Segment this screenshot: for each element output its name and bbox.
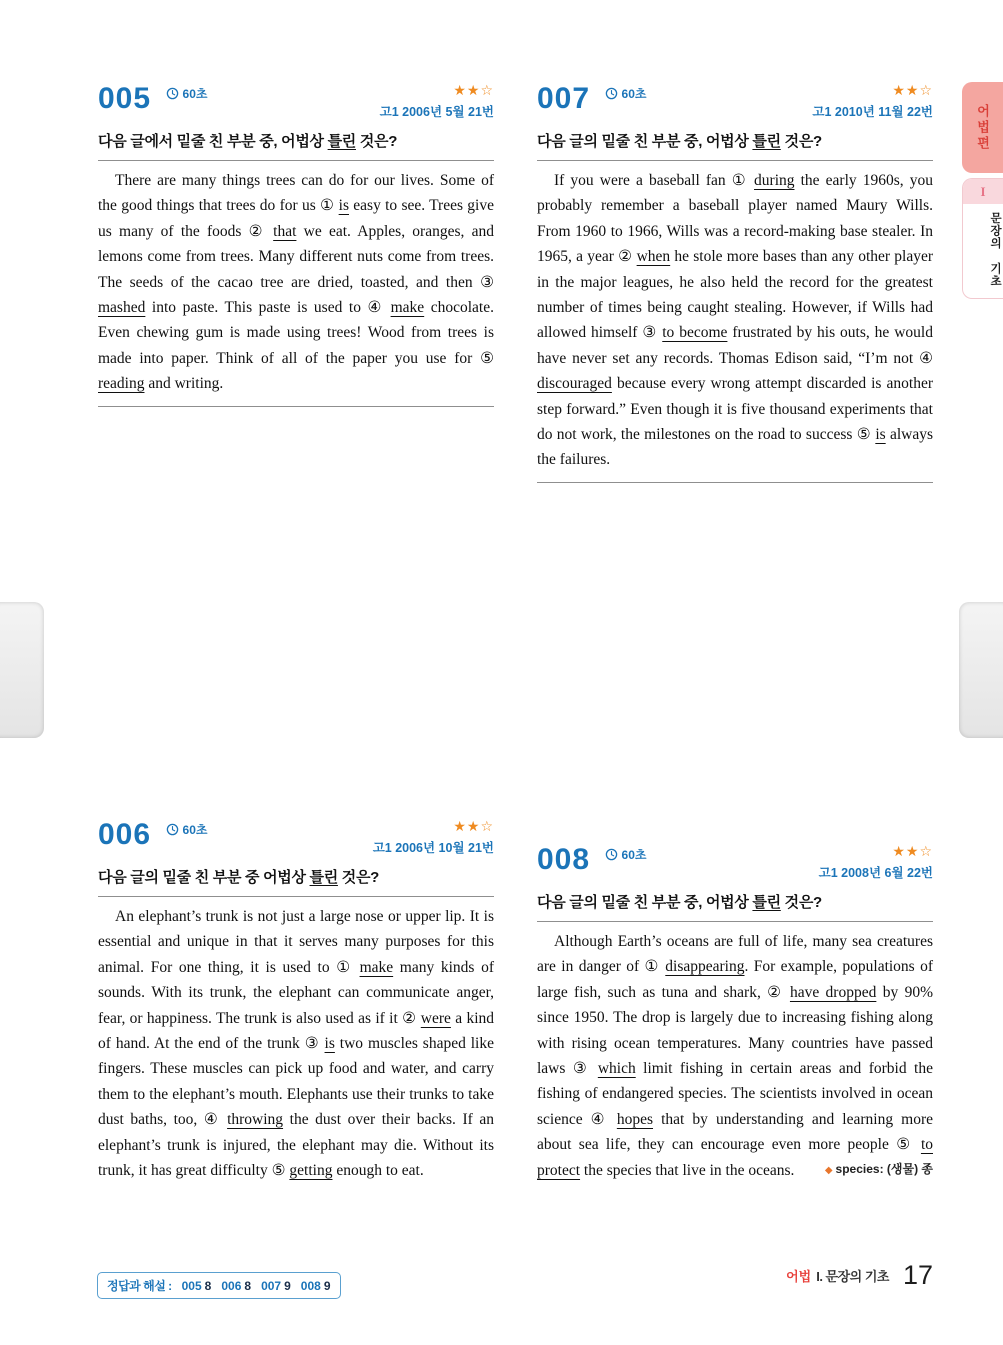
divider	[537, 160, 933, 161]
question-prompt: 다음 글에서 밑줄 친 부분 중, 어법상 틀린 것은?	[98, 133, 398, 150]
footer-chapter: I. 문장의 기초	[816, 1269, 889, 1284]
divider	[98, 160, 494, 161]
chapter-tab-grammar	[962, 82, 1003, 173]
timer-label: 60초	[621, 848, 647, 862]
page-flip-right-button[interactable]	[959, 602, 1003, 738]
passage-text: Although Earth’s oceans are full of life, many sea creatures are in danger of ① disappearing. For example, populations of large fish, such as tuna and shark, ② have dropped by 90% since 1950. The drop is largely due to increasing fishing along with rising ocean temperatures. Many countries have passed laws ③ which limit fishing in certain areas and forbid the fishing of endangered species. The scientists involved in ocean science ④ hopes that by understanding and learning more about sea life, they can encourage even more people ⑤ to protect the species that live in the oceans.	[537, 933, 933, 1179]
question-meta	[812, 82, 933, 120]
question-number: 006	[98, 818, 152, 851]
answer-question-number: 008	[300, 1278, 321, 1293]
timer-label: 60초	[621, 87, 647, 101]
question-header	[537, 845, 933, 883]
passage-text: There are many things trees can do for our lives. Some of the good things that trees do for us ① is easy to see. Trees give us many of the foods ② that we eat. Apples, oranges, and lemons come from trees. Many different nuts come from trees. The seeds of the cacao tree are dried, toasted, and then ③ mashed into paste. This paste is used to ④ make chocolate. Even chewing gum is made using trees! Wood from trees is made into paper. Think of all of the paper you use for ⑤ reading and writing.	[98, 172, 494, 393]
timer	[166, 85, 208, 102]
question-005	[98, 84, 494, 407]
question-prompt: 다음 글의 밑줄 친 부분 중 어법상 틀린 것은?	[98, 869, 380, 886]
timer-label: 60초	[182, 823, 208, 837]
divider	[537, 482, 933, 483]
unit-tab-title: 문장의 기초	[989, 212, 1001, 288]
unit-tab	[962, 178, 1003, 299]
page-footer	[786, 1260, 933, 1291]
question-meta	[373, 818, 494, 856]
clock-icon	[605, 87, 618, 100]
source-label: 고1 2006년 10월 21번	[372, 841, 494, 855]
answer-question-number: 005	[181, 1278, 202, 1293]
clock-icon	[166, 87, 179, 100]
answer-page: 8	[204, 1278, 212, 1293]
page-number: 17	[902, 1260, 933, 1290]
diamond-icon: ◆	[824, 1165, 833, 1177]
answer-pair	[221, 1279, 251, 1293]
answer-question-number: 007	[261, 1278, 282, 1293]
difficulty-stars: ★★☆	[892, 843, 933, 859]
source-label: 고1 2006년 5월 21번	[379, 105, 494, 119]
answer-page: 9	[323, 1278, 331, 1293]
question-header	[537, 84, 933, 122]
divider	[98, 406, 494, 407]
question-number: 007	[537, 82, 591, 115]
page-flip-left-button[interactable]	[0, 602, 44, 738]
source-label: 고1 2010년 11월 22번	[812, 105, 933, 119]
question-number: 008	[537, 843, 591, 876]
answer-pair	[182, 1279, 212, 1293]
question-prompt: 다음 글의 밑줄 친 부분 중, 어법상 틀린 것은?	[537, 133, 822, 150]
question-number: 005	[98, 82, 152, 115]
answer-pair	[261, 1279, 291, 1293]
answer-reference-box	[97, 1272, 341, 1299]
question-008	[537, 845, 933, 1177]
question-header	[98, 820, 494, 858]
question-prompt: 다음 글의 밑줄 친 부분 중, 어법상 틀린 것은?	[537, 894, 822, 911]
answer-pair	[301, 1279, 331, 1293]
timer	[166, 821, 208, 838]
timer	[605, 85, 647, 102]
timer-label: 60초	[182, 87, 208, 101]
unit-tab-number: I	[963, 179, 1003, 204]
passage-text: An elephant’s trunk is not just a large nose or upper lip. It is essential and unique in that it serves many purposes for this animal. For one thing, it is used to ① make many kinds of sounds. With its trunk, the elephant can communicate anger, fear, or happiness. The trunk is also used as if it ② were a kind of hand. At the end of the trunk ③ is two muscles shaped like fingers. These muscles can pick up food and water, and carry them to the elephant’s mouth. Elephants use their trunks to take dust baths, too, ④ throwing the dust over their backs. If an elephant’s trunk is injured, the elephant may die. Without its trunk, it has great difficulty ⑤ getting enough to eat.	[98, 908, 494, 1180]
clock-icon	[605, 848, 618, 861]
question-header	[98, 84, 494, 122]
difficulty-stars: ★★☆	[892, 82, 933, 98]
question-007	[537, 84, 933, 483]
difficulty-stars: ★★☆	[453, 82, 494, 98]
source-label: 고1 2008년 6월 22번	[818, 866, 933, 880]
answer-page: 9	[284, 1278, 291, 1293]
divider	[537, 921, 933, 922]
clock-icon	[166, 823, 179, 836]
divider	[98, 896, 494, 897]
answer-question-number: 006	[221, 1278, 242, 1293]
answer-page: 8	[244, 1278, 252, 1293]
question-meta	[819, 843, 933, 881]
chapter-tab-label: 어법편	[975, 103, 990, 152]
question-meta	[380, 82, 494, 120]
footnote-text: species: (생물) 종	[835, 1162, 933, 1177]
footer-section: 어법	[786, 1269, 812, 1284]
timer	[605, 846, 647, 863]
question-006	[98, 820, 494, 1183]
difficulty-stars: ★★☆	[453, 818, 494, 834]
passage-text: If you were a baseball fan ① during the early 1960s, you probably remember a baseball player named Maury Wills. From 1960 to 1966, Wills was a record-making base stealer. In 1965, a year ② when he stole more bases than any other player in the major leagues, he also held the record for the greatest number of times being caught stealing. However, if Wills had allowed himself ③ to become frustrated by his outs, he would have never set any records. Thomas Edison said, “I’m not ④ discouraged because every wrong attempt discarded is another step forward.” Even though it is five thousand experiments that do not work, the milestones on the road to success ⑤ is always the failures.	[537, 172, 934, 469]
answer-box-label: 정답과 해설 :	[107, 1279, 172, 1293]
